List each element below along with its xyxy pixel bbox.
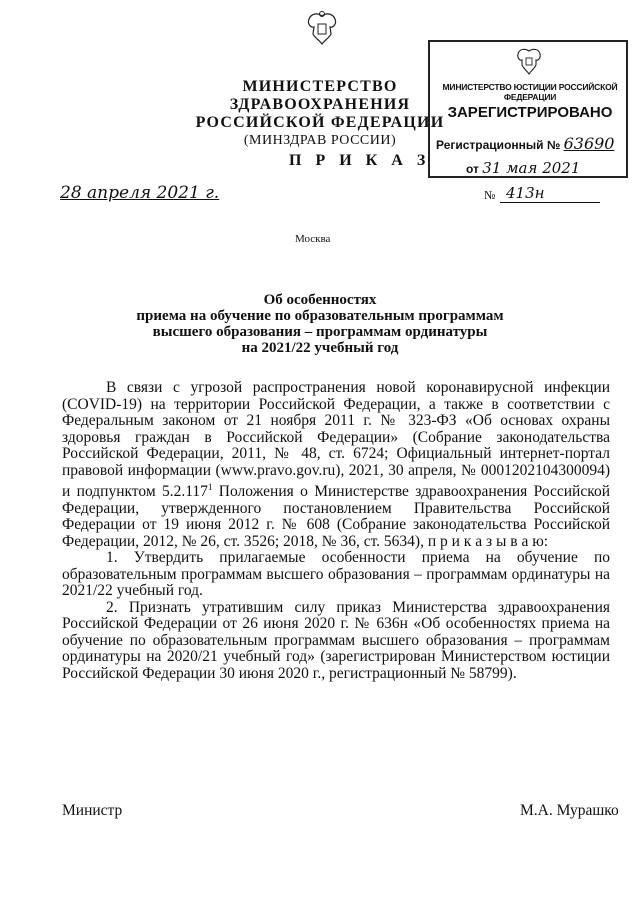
stamp-registered: ЗАРЕГИСТРИРОВАНО: [447, 104, 613, 121]
preamble-part2: Положения о Министерстве здравоохранения Российской Федерации, утвержденного постановлением Правительства Российской Федерации от 19 июня 2012 г. № 608 (Собрание законодательства Российской Федерации, 2012, № 26, ст. 3526; 2018, № 36, ст. 5634), п р и к а з ы в а ю:: [62, 483, 611, 550]
stamp-reg-number: [436, 134, 614, 153]
document-title: [100, 292, 540, 356]
order-number-label: №: [484, 188, 496, 202]
order-number: [484, 184, 600, 203]
preamble-footnote-mark: 1: [207, 482, 213, 492]
stamp-reg-number-value: 63690: [563, 134, 615, 153]
order-number-line: [500, 202, 600, 203]
document-type: П Р И К А З: [289, 152, 431, 169]
title-line1: Об особенностях: [263, 292, 377, 308]
coat-of-arms-icon: [305, 10, 339, 48]
document-body: [62, 380, 610, 682]
signature-placeholder: [222, 755, 362, 850]
stamp-date-value: 31 мая 2021: [482, 159, 581, 177]
stamp-reg-number-label: Регистрационный №: [436, 138, 561, 152]
item-1: 1. Утвердить прилагаемые особенности приема на обучение по образовательным программам высшего образования – программам ординатуры на 2021/22 учебный год.: [62, 549, 610, 600]
order-number-value: 413н: [506, 184, 545, 202]
title-line2: приема на обучение по образовательным программам: [136, 308, 504, 324]
item-2: 2. Признать утратившим силу приказ Министерства здравоохранения Российской Федерации от 26 июня 2020 г. № 636н «Об особенностях приема на обучение по образовательным программам высшего образования – программам ординатуры на 2020/21 учебный год» (зарегистрирован Министерством юстиции Российской Федерации 30 июня 2020 г., регистрационный № 58799).: [62, 598, 610, 682]
preamble-paragraph: [62, 380, 610, 550]
stamp-org: МИНИСТЕРСТВО ЮСТИЦИИ РОССИЙСКОЙ ФЕДЕРАЦИИ: [442, 82, 618, 102]
ministry-name-line1: МИНИСТЕРСТВО ЗДРАВООХРАНЕНИЯ: [229, 78, 411, 113]
signatory-position: Министр: [62, 802, 123, 819]
registration-stamp: [428, 40, 628, 178]
order-date: 28 апреля 2021 г.: [60, 183, 220, 203]
stamp-date-label: от: [466, 162, 479, 176]
ministry-name-line2: РОССИЙСКОЙ ФЕДЕРАЦИИ: [195, 114, 445, 131]
stamp-date: [466, 159, 580, 177]
title-line3: высшего образования – программам ординатуры: [152, 324, 488, 340]
city: Москва: [295, 233, 331, 245]
preamble-part1: В связи с угрозой распространения новой коронавирусной инфекции (COVID-19) на территории Российской Федерации, а также в соответствии с Федеральным законом от 21 ноября 2011 г. № 323-ФЗ «Об основах охраны здоровья граждан в Российской Федерации» (Собрание законодательства Российской Федерации, 2011, № 48, ст. 6724; Официальный интернет-портал правовой информации (www.pravo.gov.ru), 2021, 30 апреля, № 0001202104300094) и подпунктом 5.2.117: [62, 379, 610, 501]
signatory-name: М.А. Мурашко: [520, 802, 619, 819]
stamp-emblem-icon: [514, 46, 544, 76]
ministry-short-name: (МИНЗДРАВ РОССИИ): [243, 133, 397, 148]
title-line4: на 2021/22 учебный год: [241, 340, 399, 356]
